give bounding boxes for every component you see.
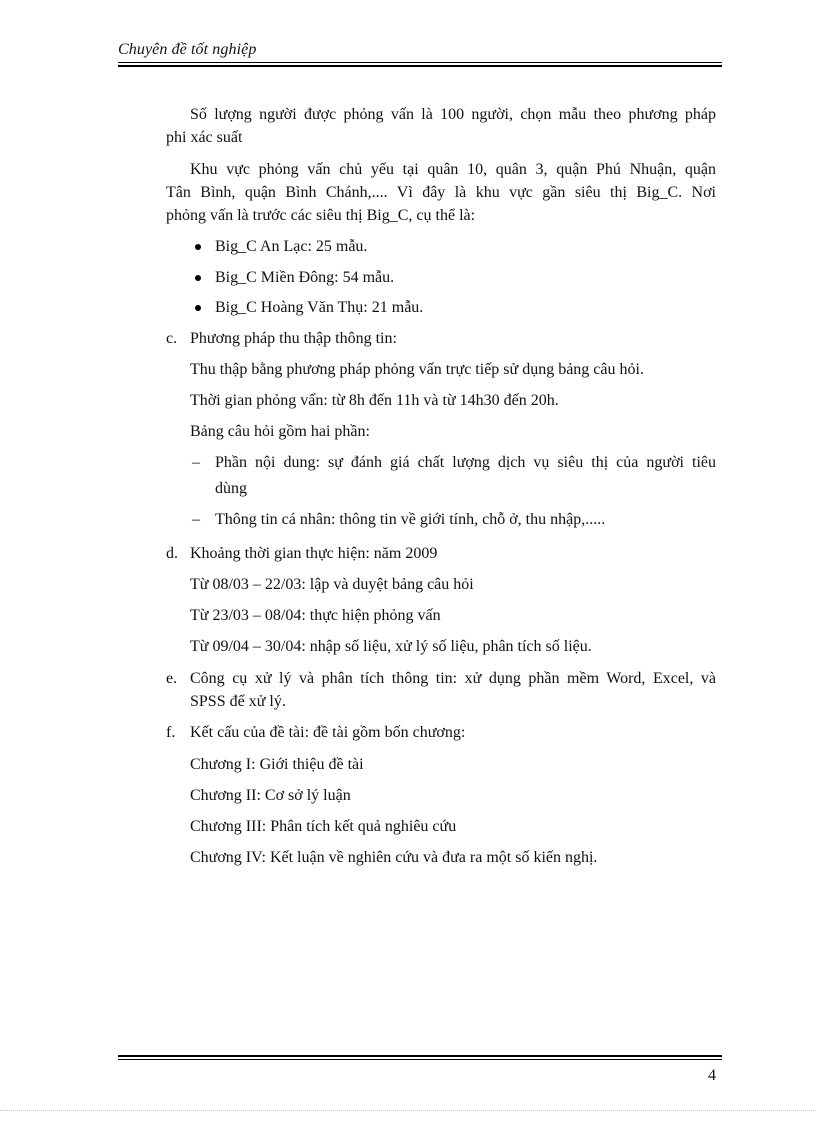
paragraph-line <box>0 574 816 596</box>
list-marker: d. <box>166 545 178 562</box>
page-break-divider <box>0 1110 816 1111</box>
paragraph-line <box>0 359 816 381</box>
paragraph-line <box>0 421 816 443</box>
paragraph-line <box>0 104 816 126</box>
list-marker: f. <box>166 724 176 741</box>
section-heading: Kết cấu của đề tài: đề tài gồm bốn chương: <box>190 724 466 741</box>
text-line: Khu vực phỏng vấn chủ yếu tại quân 10, quân 3, quận Phú Nhuận, quận <box>190 161 716 178</box>
dash-icon: – <box>192 454 200 471</box>
section-heading: Khoảng thời gian thực hiện: năm 2009 <box>190 545 438 562</box>
text-line: Thu thập bằng phương pháp phỏng vấn trực tiếp sử dụng bảng câu hỏi. <box>190 361 644 378</box>
paragraph-line <box>0 159 816 181</box>
section-d-heading <box>0 543 816 565</box>
list-item <box>0 236 816 258</box>
list-marker: e. <box>166 670 178 687</box>
dash-item <box>0 509 816 531</box>
section-e <box>0 668 816 690</box>
header-title: Chuyên đề tốt nghiệp <box>118 41 257 58</box>
paragraph-line <box>0 205 816 227</box>
bullet-icon <box>195 305 201 311</box>
chapter-line <box>0 754 816 776</box>
chapter-line <box>0 847 816 869</box>
chapter-line <box>0 816 816 838</box>
dash-item <box>0 452 816 474</box>
text-line: Bảng câu hỏi gồm hai phần: <box>190 423 370 440</box>
chapter-text: Chương I: Giới thiệu đề tài <box>190 756 364 773</box>
bullet-text: Big_C Miền Đông: 54 mẫu. <box>215 269 395 286</box>
chapter-line <box>0 785 816 807</box>
section-c-heading <box>0 328 816 350</box>
chapter-text: Chương II: Cơ sở lý luận <box>190 787 351 804</box>
bullet-icon <box>195 244 201 250</box>
header-rule-thick <box>118 65 722 67</box>
footer-rule-thick <box>118 1055 722 1057</box>
text-line: phi xác suất <box>166 129 243 146</box>
bullet-text: Big_C An Lạc: 25 mẫu. <box>215 238 368 255</box>
dash-text: Phần nội dung: sự đánh giá chất lượng dịch vụ siêu thị của người tiêu <box>215 454 716 471</box>
chapter-text: Chương III: Phân tích kết quả nghiêu cứu <box>190 818 457 835</box>
text-line: SPSS để xử lý. <box>190 693 286 710</box>
section-f-heading <box>0 722 816 744</box>
list-marker: c. <box>166 330 178 347</box>
footer-rule-thin <box>118 1059 722 1060</box>
bullet-icon <box>195 275 201 281</box>
chapter-text: Chương IV: Kết luận về nghiên cứu và đưa ra một số kiến nghị. <box>190 849 598 866</box>
dash-text: dùng <box>215 480 247 497</box>
text-line: Công cụ xử lý và phân tích thông tin: xử dụng phần mềm Word, Excel, và <box>190 670 716 687</box>
paragraph-line <box>0 182 816 204</box>
text-line: Thời gian phỏng vấn: từ 8h đến 11h và từ 14h30 đến 20h. <box>190 392 559 409</box>
dash-item-continuation <box>0 478 816 500</box>
paragraph-line <box>0 605 816 627</box>
paragraph-line <box>0 636 816 658</box>
text-line: Từ 09/04 – 30/04: nhập số liệu, xử lý số liệu, phân tích số liệu. <box>190 638 592 655</box>
text-line: Tân Bình, quận Bình Chánh,.... Vì đây là khu vực gần siêu thị Big_C. Nơi <box>166 184 716 201</box>
list-item <box>0 267 816 289</box>
bullet-text: Big_C Hoàng Văn Thụ: 21 mẫu. <box>215 299 424 316</box>
dash-text: Thông tin cá nhân: thông tin về giới tính, chỗ ở, thu nhập,..... <box>215 511 606 528</box>
paragraph-line <box>0 127 816 149</box>
paragraph-line <box>0 691 816 713</box>
header-rule-thin <box>118 62 722 63</box>
text-line: Từ 08/03 – 22/03: lập và duyệt bảng câu hỏi <box>190 576 474 593</box>
text-line: Từ 23/03 – 08/04: thực hiện phỏng vấn <box>190 607 441 624</box>
list-item <box>0 297 816 319</box>
paragraph-line <box>0 390 816 412</box>
page-number: 4 <box>708 1067 716 1084</box>
section-heading: Phương pháp thu thập thông tin: <box>190 330 397 347</box>
text-line: phỏng vấn là trước các siêu thị Big_C, cụ thể là: <box>166 207 476 224</box>
dash-icon: – <box>192 511 200 528</box>
text-line: Số lượng người được phỏng vấn là 100 người, chọn mẫu theo phương pháp <box>190 106 716 123</box>
